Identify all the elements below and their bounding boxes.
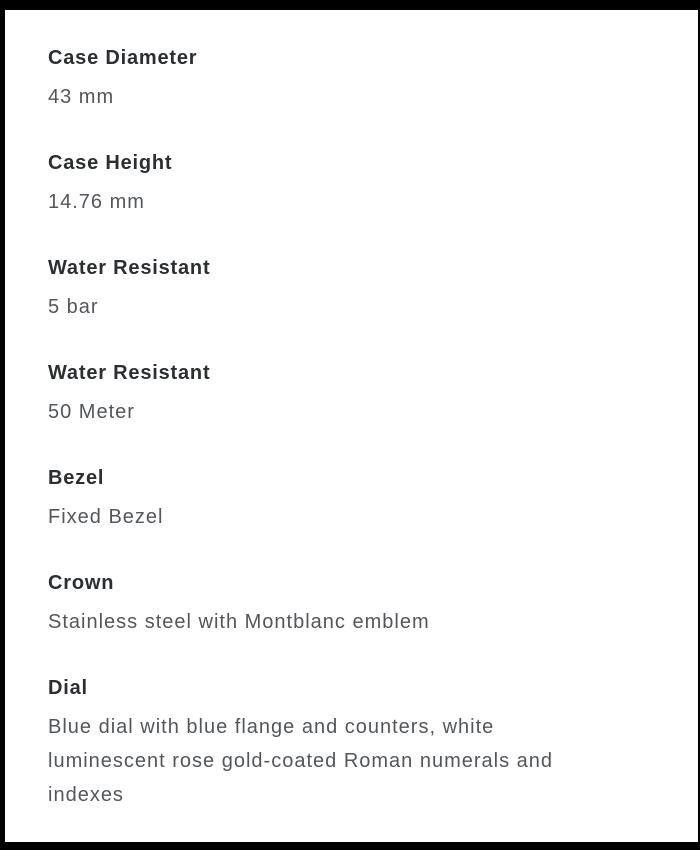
spec-value: 50 Meter xyxy=(48,401,135,423)
spec-value: 5 bar xyxy=(48,296,99,318)
product-specifications-panel xyxy=(5,10,698,842)
spec-label: Dial xyxy=(48,677,88,699)
spec-label: Case Diameter xyxy=(48,47,198,69)
spec-item-water-resistant-meter xyxy=(48,356,658,429)
spec-label: Water Resistant xyxy=(48,257,211,279)
spec-item-dial xyxy=(48,671,658,812)
spec-label: Water Resistant xyxy=(48,362,211,384)
spec-value: Fixed Bezel xyxy=(48,506,164,528)
spec-value: Blue dial with blue flange and counters, white luminescent rose gold-coated Roman numerals and indexes xyxy=(48,716,554,806)
spec-item-water-resistant-bar xyxy=(48,251,658,324)
spec-item-bezel xyxy=(48,461,658,534)
spec-item-case-diameter xyxy=(48,41,658,114)
spec-value: 43 mm xyxy=(48,86,115,108)
spec-value: 14.76 mm xyxy=(48,191,145,213)
spec-value: Stainless steel with Montblanc emblem xyxy=(48,611,430,633)
spec-item-crown xyxy=(48,566,658,639)
spec-label: Bezel xyxy=(48,467,105,489)
spec-label: Crown xyxy=(48,572,115,594)
spec-item-case-height xyxy=(48,146,658,219)
spec-label: Case Height xyxy=(48,152,173,174)
